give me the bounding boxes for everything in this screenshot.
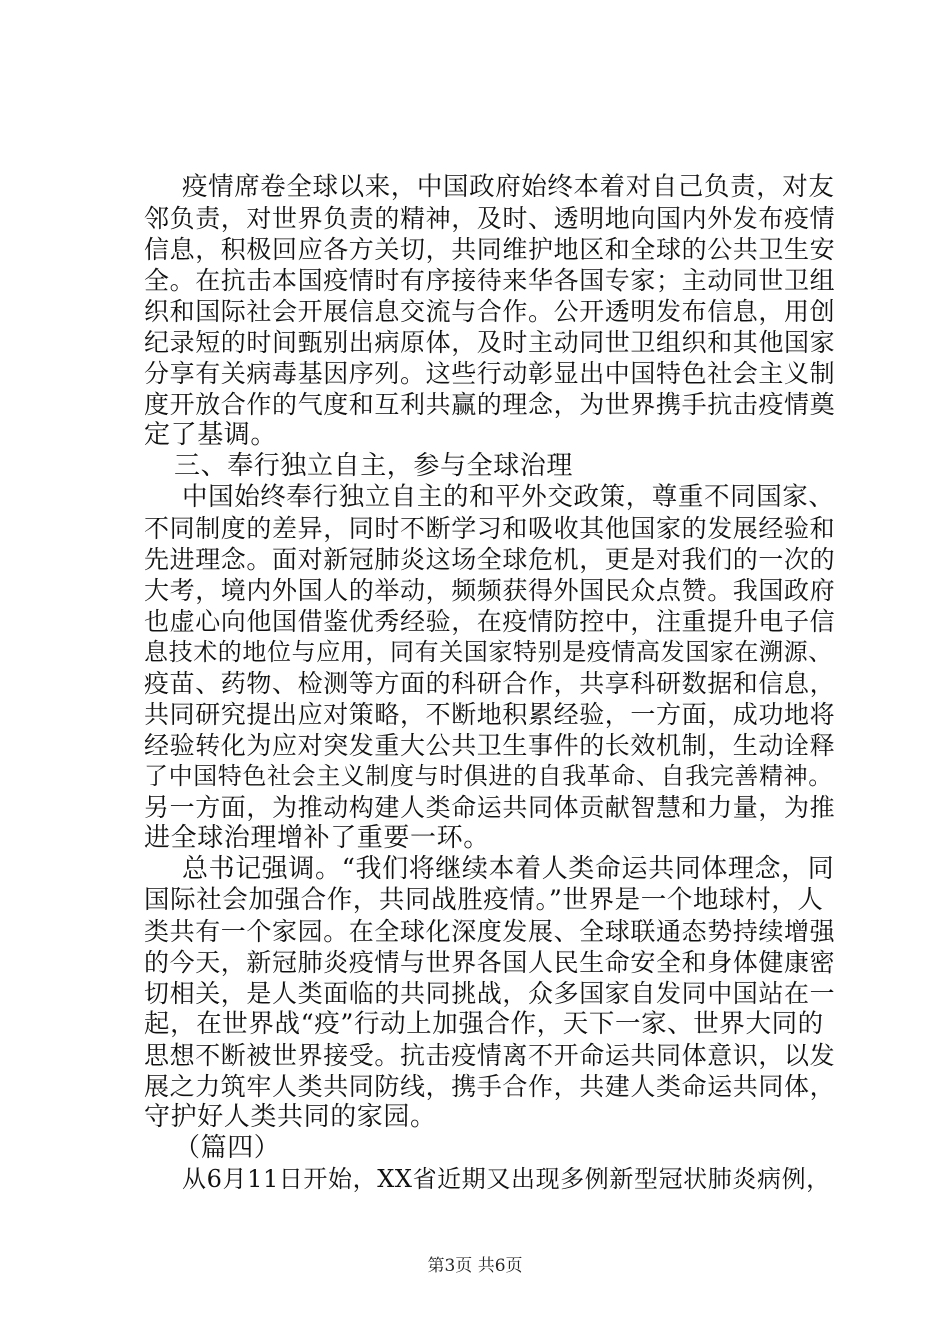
- text-line: 信息，积极回应各方关切，共同维护地区和全球的公共卫生安: [144, 235, 836, 264]
- text-line: 全。在抗击本国疫情时有序接待来华各国专家；主动同世卫组: [144, 266, 836, 295]
- text-line: 先进理念。面对新冠肺炎这场全球危机，更是对我们的一次的: [144, 545, 836, 574]
- paragraph-list: [144, 172, 836, 1195]
- paragraph-community-of-shared-future: [144, 854, 836, 1133]
- page-number-footer: 第3页 共6页: [427, 1256, 523, 1276]
- section-label-part-four: [144, 1133, 836, 1164]
- text-line: 息技术的地位与应用，同有关国家特别是疫情高发国家在溯源、: [144, 638, 833, 666]
- text-line: 中国始终奉行独立自主的和平外交政策，尊重不同国家、: [182, 482, 835, 512]
- text-line: 进全球治理增补了重要一环。: [144, 823, 490, 853]
- text-line: 疫情席卷全球以来，中国政府始终本着对自己负责，对友: [182, 172, 835, 202]
- text-line: 了中国特色社会主义制度与时俱进的自我革命、自我完善精神。: [144, 762, 833, 790]
- text-line: 也虚心向他国借鉴优秀经验，在疫情防控中，注重提升电子信: [144, 607, 836, 636]
- text-line: 国际社会加强合作，共同战胜疫情。”世界是一个地球村，人: [144, 885, 824, 915]
- section-heading-three: [144, 451, 836, 482]
- text-line: 思想不断被世界接受。抗击疫情离不开命运共同体意识，以发: [144, 1041, 836, 1070]
- text-line: 的今天，新冠肺炎疫情与世界各国人民生命安全和身体健康密: [144, 948, 836, 977]
- text-line: 邻负责，对世界负责的精神，及时、透明地向国内外发布疫情: [144, 204, 836, 233]
- text-line: 另一方面，为推动构建人类命运共同体贡献智慧和力量，为推: [144, 793, 836, 822]
- text-line: 切相关，是人类面临的共同挑战，众多国家自发同中国站在一: [144, 979, 836, 1008]
- text-line: 从6月11日开始，XX省近期又出现多例新型冠状肺炎病例，: [182, 1165, 831, 1193]
- text-line: 度开放合作的气度和互利共赢的理念，为世界携手抗击疫情奠: [144, 390, 836, 419]
- text-line: 经验转化为应对突发重大公共卫生事件的长效机制，生动诠释: [144, 731, 836, 760]
- text-line: 不同制度的差异，同时不断学习和吸收其他国家的发展经验和: [144, 514, 836, 543]
- text-line: 纪录短的时间甄别出病原体，及时主动同世卫组织和其他国家: [144, 328, 836, 357]
- paragraph-global-openness: [144, 172, 836, 451]
- text-line: 总书记强调。“我们将继续本着人类命运共同体理念，同: [182, 854, 835, 884]
- document-body: [144, 172, 836, 1195]
- text-line: 定了基调。: [144, 420, 278, 450]
- text-line: 展之力筑牢人类共同防线，携手合作，共建人类命运共同体，: [144, 1072, 836, 1101]
- text-line: 大考，境内外国人的举动，频频获得外国民众点赞。我国政府: [144, 576, 836, 605]
- text-line: 疫苗、药物、检测等方面的科研合作，共享科研数据和信息，: [144, 669, 836, 698]
- text-line: 三、奉行独立自主，参与全球治理: [174, 451, 574, 481]
- text-line: 起，在世界战“疫”行动上加强合作，天下一家、世界大同的: [144, 1009, 824, 1039]
- paragraph-independent-foreign-policy: [144, 482, 836, 854]
- paragraph-province-cases: [144, 1164, 836, 1195]
- text-line: 类共有一个家园。在全球化深度发展、全球联通态势持续增强: [144, 917, 836, 946]
- text-line: 守护好人类共同的家园。: [144, 1102, 437, 1132]
- text-line: 共同研究提出应对策略，不断地积累经验，一方面，成功地将: [144, 700, 836, 729]
- text-line: 分享有关病毒基因序列。这些行动彰显出中国特色社会主义制: [144, 359, 836, 388]
- text-line: （篇四）: [174, 1133, 281, 1163]
- text-line: 织和国际社会开展信息交流与合作。公开透明发布信息，用创: [144, 297, 836, 326]
